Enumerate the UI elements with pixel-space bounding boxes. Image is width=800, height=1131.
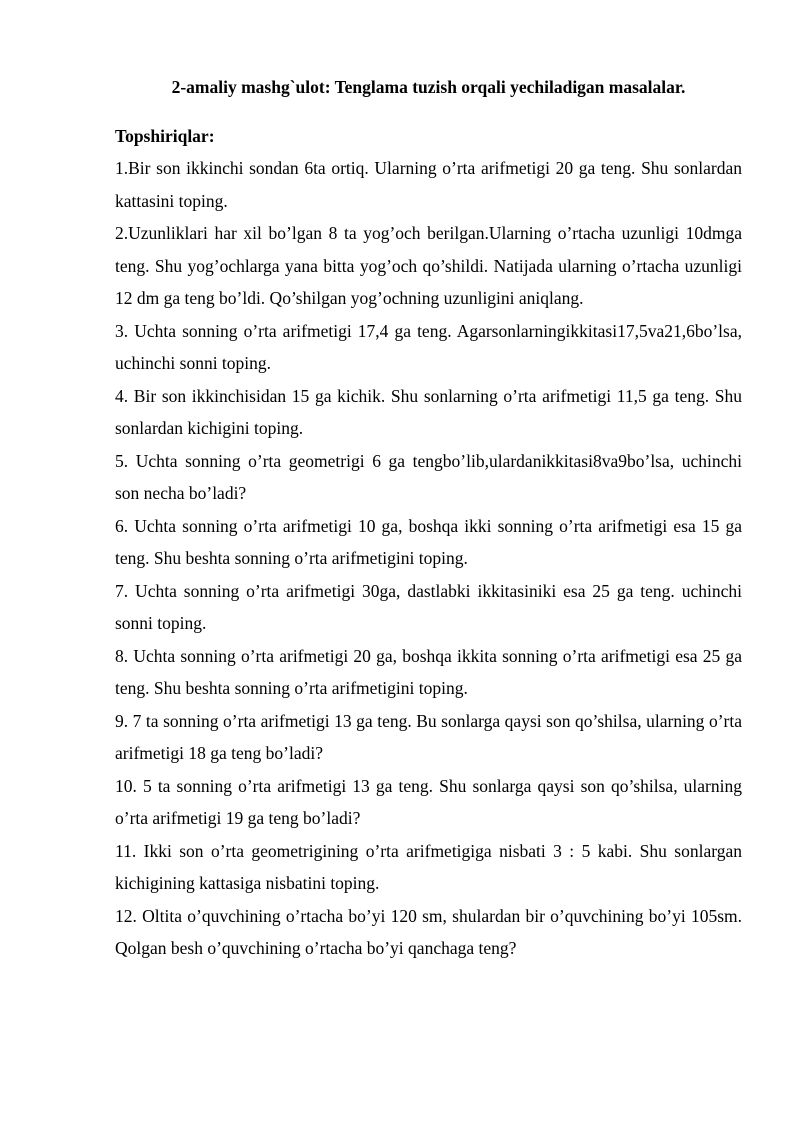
document-page [115, 71, 742, 965]
task-2: 2.Uzunliklari har xil bo’lgan 8 ta yog’och berilgan.Ularning o’rtacha uzunligi 10dmga teng. Shu yog’ochlarga yana bitta yog’och qo’shildi. Natijada ularning o’rtacha uzunligi 12 dm ga teng bo’ldi. Qo’shilgan yog’ochning uzunligini aniqlang. [115, 223, 742, 308]
tasks-heading: Topshiriqlar: [115, 125, 215, 146]
task-8: 8. Uchta sonning o’rta arifmetigi 20 ga, boshqa ikkita sonning o’rta arifmetigi esa 25 ga teng. Shu beshta sonning o’rta arifmetigini toping. [115, 645, 742, 698]
task-5: 5. Uchta sonning o’rta geometrigi 6 ga tengbo’lib,ulardanikkitasi8va9bo’lsa, uchinchi son necha bo’ladi? [115, 450, 742, 503]
task-7: 7. Uchta sonning o’rta arifmetigi 30ga, dastlabki ikkitasiniki esa 25 ga teng. uchinchi sonni toping. [115, 580, 742, 633]
task-12: 12. Oltita o’quvchining o’rtacha bo’yi 120 sm, shulardan bir o’quvchining bo’yi 105sm. Qolgan besh o’quvchining o’rtacha bo’yi qanchaga teng? [115, 905, 742, 958]
task-4: 4. Bir son ikkinchisidan 15 ga kichik. Shu sonlarning o’rta arifmetigi 11,5 ga teng. Shu sonlardan kichigini toping. [115, 385, 742, 438]
document-title: 2-amaliy mashg`ulot: Tenglama tuzish orqali yechiladigan masalalar. [171, 77, 686, 97]
task-1: 1.Bir son ikkinchi sondan 6ta ortiq. Ularning o’rta arifmetigi 20 ga teng. Shu sonlardan kattasini toping. [115, 158, 742, 211]
task-11: 11. Ikki son o’rta geometrigining o’rta arifmetigiga nisbati 3 : 5 kabi. Shu sonlargan kichigining kattasiga nisbatini toping. [115, 840, 742, 893]
task-10: 10. 5 ta sonning o’rta arifmetigi 13 ga teng. Shu sonlarga qaysi son qo’shilsa, ularning o’rta arifmetigi 19 ga teng bo’ladi? [115, 775, 742, 828]
task-3: 3. Uchta sonning o’rta arifmetigi 17,4 ga teng. Agarsonlarningikkitasi17,5va21,6bo’lsa, uchinchi sonni toping. [115, 320, 742, 373]
task-9: 9. 7 ta sonning o’rta arifmetigi 13 ga teng. Bu sonlarga qaysi son qo’shilsa, ularning o’rta arifmetigi 18 ga teng bo’ladi? [115, 710, 742, 763]
task-6: 6. Uchta sonning o’rta arifmetigi 10 ga, boshqa ikki sonning o’rta arifmetigi esa 15 ga teng. Shu beshta sonning o’rta arifmetigini toping. [115, 515, 742, 568]
